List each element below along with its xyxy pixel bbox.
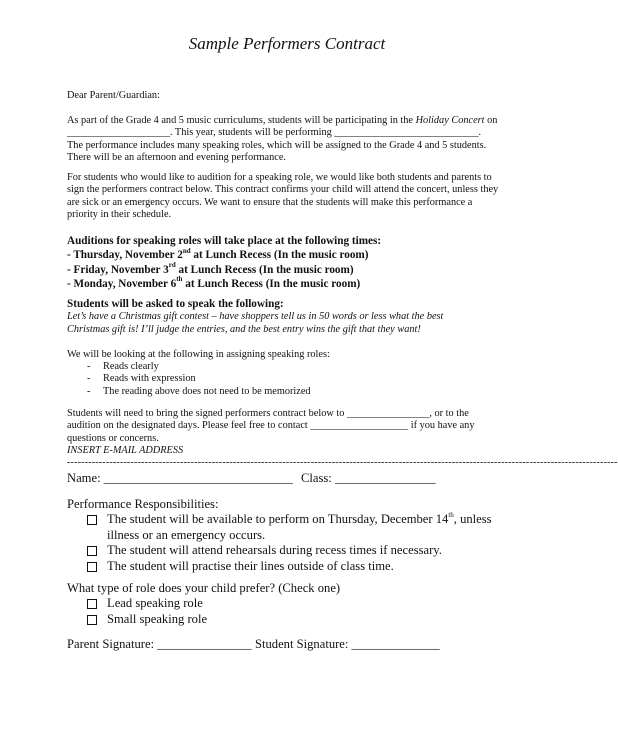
audition-time: - Monday, November 6th at Lunch Recess (In the music room) — [67, 275, 361, 291]
intro-paragraph — [67, 115, 512, 165]
name-field[interactable]: Name: ______________________________ — [67, 471, 293, 485]
list-item: - The reading above does not need to be memorized — [87, 385, 311, 397]
speaking-heading: Students will be asked to speak the following: — [67, 298, 284, 310]
criteria-list — [87, 361, 507, 398]
page-title: Sample Performers Contract — [188, 34, 386, 53]
cut-line: ------------------------------------------------------------------------------------------------------------------------------------------------------------ — [67, 457, 618, 468]
class-field[interactable]: Class: ________________ — [301, 471, 436, 485]
auditions-heading: Auditions for speaking roles will take place at the following times: — [67, 235, 382, 247]
intro-line: As part of the Grade 4 and 5 music curriculums, students will be participating in the Holiday Concert on — [67, 115, 498, 126]
parent-signature-field[interactable]: Parent Signature: _______________ — [67, 637, 252, 651]
audition-paragraph: For students who would like to audition for a speaking role, we would like both students and parents to sign the performers contract below. This contract confirms your child will attend the concert, unless they are sick or an emergency occurs. We want to ensure that the students will make this performance a priority in their schedule. — [67, 172, 499, 221]
greeting: Dear Parent/Guardian: — [67, 90, 160, 101]
checkbox-item-continuation: illness or an emergency occurs. — [107, 527, 266, 542]
criteria-intro: We will be looking at the following in assigning speaking roles: — [67, 349, 330, 360]
intro-line: ____________________. This year, students will be performing ____________________________. — [67, 127, 482, 139]
checkbox[interactable] — [87, 515, 97, 525]
list-item: - Reads clearly — [87, 361, 159, 372]
responsibilities-heading: Performance Responsibilities: — [67, 497, 219, 511]
checkbox[interactable] — [87, 599, 97, 609]
checkbox-item[interactable]: The student will attend rehearsals during recess times if necessary. — [87, 543, 517, 559]
checkbox[interactable] — [87, 562, 97, 572]
speaking-text: Let’s have a Christmas gift contest – have shoppers tell us in 50 words or less what the best — [67, 311, 444, 323]
role-question: What type of role does your child prefer? (Check one) — [67, 581, 341, 595]
intro-line: The performance includes many speaking roles, which will be assigned to the Grade 4 and 5 students. — [67, 139, 487, 151]
checkbox-small-role[interactable]: Small speaking role — [87, 612, 517, 628]
email-placeholder: INSERT E-MAIL ADDRESS — [67, 445, 184, 457]
checkbox-item[interactable]: The student will be available to perform on Thursday, December 14th, unless — [87, 512, 517, 528]
audition-time: - Friday, November 3rd at Lunch Recess (In the music room) — [67, 261, 354, 276]
responsibilities-list — [87, 512, 517, 574]
auditions-section — [67, 234, 527, 292]
speaking-section — [67, 297, 527, 336]
concert-name: Holiday Concert — [415, 115, 485, 126]
checkbox-lead-role[interactable]: Lead speaking role — [87, 596, 517, 612]
checkbox[interactable] — [87, 546, 97, 556]
checkbox-item[interactable]: The student will practise their lines outside of class time. — [87, 559, 517, 575]
return-instructions: Students will need to bring the signed performers contract below to ________________, or to the audition on the designated days. Please feel free to contact ___________________ if you have any questions or concerns. INSERT E-MAIL ADDRESS — [67, 408, 517, 458]
intro-line: There will be an afternoon and evening performance. — [67, 152, 286, 164]
role-options — [87, 596, 517, 627]
checkbox[interactable] — [87, 615, 97, 625]
audition-time: - Thursday, November 2nd at Lunch Recess (In the music room) — [67, 246, 369, 262]
student-signature-field[interactable]: Student Signature: ______________ — [255, 637, 440, 651]
list-item: - Reads with expression — [87, 373, 196, 385]
name-class-row — [67, 471, 512, 487]
speaking-text: Christmas gift is! I’ll judge the entries, and the best entry wins the gift that they want! — [67, 323, 421, 335]
signature-row — [67, 637, 527, 653]
